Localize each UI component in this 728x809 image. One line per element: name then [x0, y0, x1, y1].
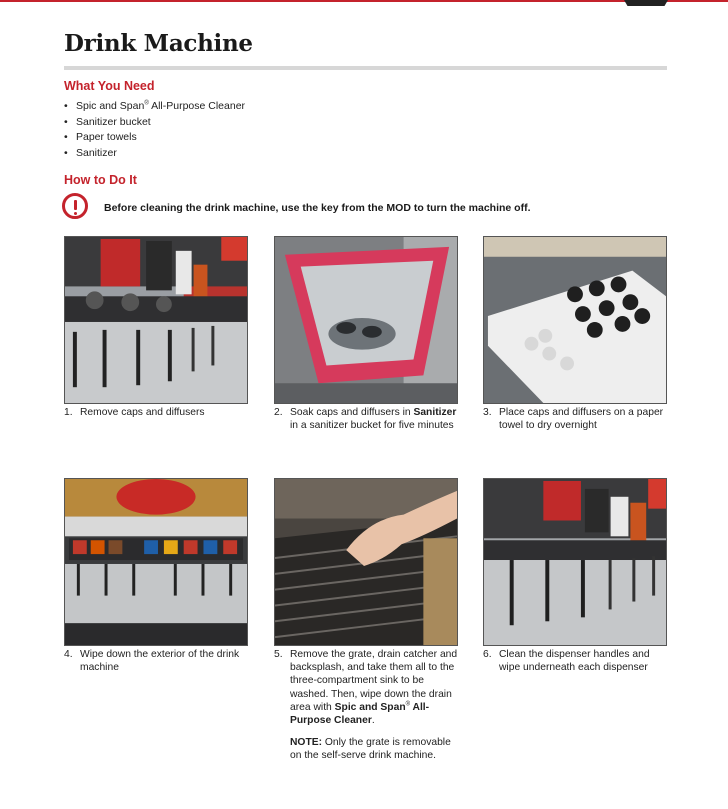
step-2: 2. Soak caps and diffusers in Sanitizer in a sanitizer bucket for five minutes [274, 407, 457, 432]
title-divider [64, 66, 667, 70]
list-item: • Sanitizer bucket [64, 115, 245, 131]
dispenser-handles-photo [483, 478, 667, 646]
list-item: • Sanitizer [64, 146, 245, 162]
warning-callout [62, 193, 662, 225]
list-item: • Paper towels [64, 130, 245, 146]
warning-text: Before cleaning the drink machine, use the key from the MOD to turn the machine off. [104, 202, 531, 214]
drink-machine-exterior-photo [64, 478, 248, 646]
drain-grate-photo [274, 478, 458, 646]
step-1: 1. Remove caps and diffusers [64, 407, 205, 418]
what-you-need-heading: What You Need [64, 79, 155, 93]
caps-on-paper-towel-photo [483, 236, 667, 404]
step-note: NOTE: Only the grate is removable on the self-serve drink machine. [290, 737, 451, 762]
how-to-heading: How to Do It [64, 173, 137, 187]
step-4: 4. Wipe down the exterior of the drink machine [64, 649, 240, 674]
supplies-list [64, 99, 245, 161]
list-item: • Spic and Span® All-Purpose Cleaner [64, 99, 245, 115]
top-accent-line [0, 0, 728, 2]
step-5: 5. Remove the grate, drain catcher and backsplash, and take them all to the three-compartment sink to be washed. Then, wipe down the drain area with Spic and Span® All-Purpose Cleaner. NOTE: Only the grate is removable on the self-serve drink machine. [274, 648, 460, 763]
step-6: 6. Clean the dispenser handles and wipe underneath each dispenser [483, 649, 650, 674]
page-title: Drink Machine [64, 30, 253, 57]
alert-icon [62, 193, 88, 219]
header-logo-mark [624, 0, 668, 6]
drink-dispenser-front-photo [64, 236, 248, 404]
step-3: 3. Place caps and diffusers on a paper towel to dry overnight [483, 407, 664, 432]
sanitizer-bucket-photo [274, 236, 458, 404]
